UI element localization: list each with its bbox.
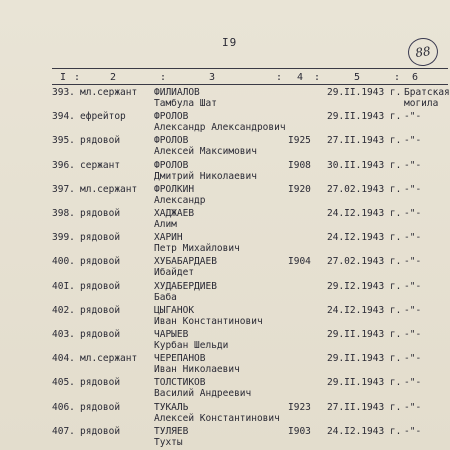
header-sep: : [394, 72, 401, 83]
record-number: 402. [52, 304, 75, 316]
header-col-3: 3 [209, 72, 216, 83]
header-col-1: I [60, 72, 67, 83]
header-col-6: 6 [412, 72, 419, 83]
record-rank: рядовой [80, 256, 121, 268]
record-surname: ФРОЛКИН [154, 183, 195, 195]
record-given-names: Петр Михайлович [154, 243, 240, 255]
table-top-rule [52, 68, 448, 69]
record-burial-place: -"- [404, 159, 422, 171]
record-rank: сержант [80, 159, 121, 171]
record-given-names: Алим [154, 219, 177, 230]
record-number: 396. [52, 159, 75, 171]
stamp-number: 88 [414, 44, 432, 60]
record-surname: ЧАРЫЕВ [154, 329, 189, 340]
record-given-names: Тухты [154, 436, 183, 448]
header-col-5: 5 [354, 72, 361, 83]
header-col-4: 4 [297, 72, 304, 83]
record-death-date: 27.II.1943 г. [327, 401, 402, 413]
record-death-date: 27.II.1943 г. [327, 135, 402, 147]
record-burial-place: -"- [404, 304, 422, 316]
record-surname: ЧЕРЕПАНОВ [154, 353, 206, 365]
record-death-date: 24.I2.1943 г. [327, 425, 402, 437]
record-rank: мл.сержант [80, 183, 138, 195]
record-number: 394. [52, 111, 75, 123]
record-number: 393. [52, 87, 75, 98]
record-number: 404. [52, 353, 75, 365]
record-number: 407. [52, 425, 75, 437]
record-birth-year: I908 [288, 159, 311, 171]
record-death-date: 27.02.1943 г. [327, 256, 402, 268]
record-given-names: Иван Николаевич [154, 364, 240, 376]
record-given-names: Александр Александрович [154, 122, 286, 134]
record-burial-place-line2: могила [404, 98, 439, 109]
record-rank: рядовой [80, 232, 121, 244]
record-surname: ФИЛИАЛОВ [154, 87, 200, 98]
record-surname: ФРОЛОВ [154, 135, 189, 147]
record-death-date: 24.I2.1943 г. [327, 208, 402, 219]
record-burial-place: -"- [404, 183, 422, 195]
record-surname: ФРОЛОВ [154, 159, 189, 171]
archive-stamp [406, 36, 440, 68]
record-death-date: 29.II.1943 г. [327, 353, 402, 365]
header-sep: : [276, 72, 283, 83]
record-birth-year: I903 [288, 425, 311, 437]
record-number: 406. [52, 401, 75, 413]
record-rank: рядовой [80, 304, 121, 316]
record-death-date: 29.II.1943 г. [327, 87, 402, 98]
record-burial-place: Братская [404, 87, 450, 98]
record-birth-year: I904 [288, 256, 311, 268]
record-given-names: Василий Андреевич [154, 388, 252, 400]
record-burial-place: -"- [404, 232, 422, 244]
record-rank: рядовой [80, 135, 121, 147]
record-birth-year: I925 [288, 135, 311, 147]
record-rank: рядовой [80, 401, 121, 413]
record-given-names: Александр [154, 194, 206, 206]
record-surname: ХАДЖАЕВ [154, 208, 195, 219]
record-burial-place: -"- [404, 256, 422, 268]
record-number: 405. [52, 377, 75, 389]
record-surname: ХУДАБЕРДИЕВ [154, 280, 217, 292]
record-given-names: Дмитрий Николаевич [154, 170, 257, 182]
record-number: 403. [52, 329, 75, 340]
record-burial-place: -"- [404, 111, 422, 123]
record-given-names: Иван Константинович [154, 315, 263, 327]
record-number: 398. [52, 208, 75, 219]
record-birth-year: I923 [288, 401, 311, 413]
record-surname: ТОЛСТИКОВ [154, 377, 206, 389]
record-surname: ХУБАБАРДАЕВ [154, 256, 217, 268]
header-sep: : [314, 72, 321, 83]
record-death-date: 29.II.1943 г. [327, 111, 402, 123]
record-death-date: 30.II.1943 г. [327, 159, 402, 171]
record-birth-year: I920 [288, 183, 311, 195]
record-death-date: 24.I2.1943 г. [327, 232, 402, 244]
record-death-date: 29.I2.1943 г. [327, 280, 402, 292]
record-rank: мл.сержант [80, 87, 138, 98]
record-rank: ефрейтор [80, 111, 126, 123]
record-rank: рядовой [80, 280, 121, 292]
record-burial-place: -"- [404, 135, 422, 147]
record-rank: мл.сержант [80, 353, 138, 365]
record-rank: рядовой [80, 329, 121, 340]
record-number: 395. [52, 135, 75, 147]
record-burial-place: -"- [404, 329, 422, 340]
page-number: I9 [222, 36, 238, 49]
record-burial-place: -"- [404, 280, 422, 292]
record-burial-place: -"- [404, 401, 422, 413]
record-number: 399. [52, 232, 75, 244]
record-surname: ТУЛЯЕВ [154, 425, 189, 437]
record-number: 40I. [52, 280, 75, 292]
record-surname: ТУКАЛЬ [154, 401, 189, 413]
record-given-names: Алексей Константинович [154, 412, 280, 424]
header-sep: : [74, 72, 81, 83]
record-burial-place: -"- [404, 377, 422, 389]
record-burial-place: -"- [404, 353, 422, 365]
record-death-date: 27.02.1943 г. [327, 183, 402, 195]
header-col-2: 2 [110, 72, 117, 83]
record-death-date: 24.I2.1943 г. [327, 304, 402, 316]
record-number: 400. [52, 256, 75, 268]
record-number: 397. [52, 183, 75, 195]
record-rank: рядовой [80, 208, 121, 219]
table-header-rule [52, 84, 448, 85]
record-rank: рядовой [80, 425, 121, 437]
header-sep: : [160, 72, 167, 83]
record-surname: ЦЫГАНОК [154, 304, 195, 316]
record-death-date: 29.II.1943 г. [327, 377, 402, 389]
record-given-names: Тамбула Шат [154, 98, 217, 109]
record-rank: рядовой [80, 377, 121, 389]
record-surname: ХАРИН [154, 232, 183, 244]
record-death-date: 29.II.1943 г. [327, 329, 402, 340]
record-burial-place: -"- [404, 208, 422, 219]
record-surname: ФРОЛОВ [154, 111, 189, 123]
record-given-names: Курбан Шельди [154, 340, 229, 351]
record-burial-place: -"- [404, 425, 422, 437]
record-given-names: Ибайдет [154, 267, 195, 279]
record-given-names: Баба [154, 291, 177, 303]
record-given-names: Алексей Максимович [154, 146, 257, 158]
